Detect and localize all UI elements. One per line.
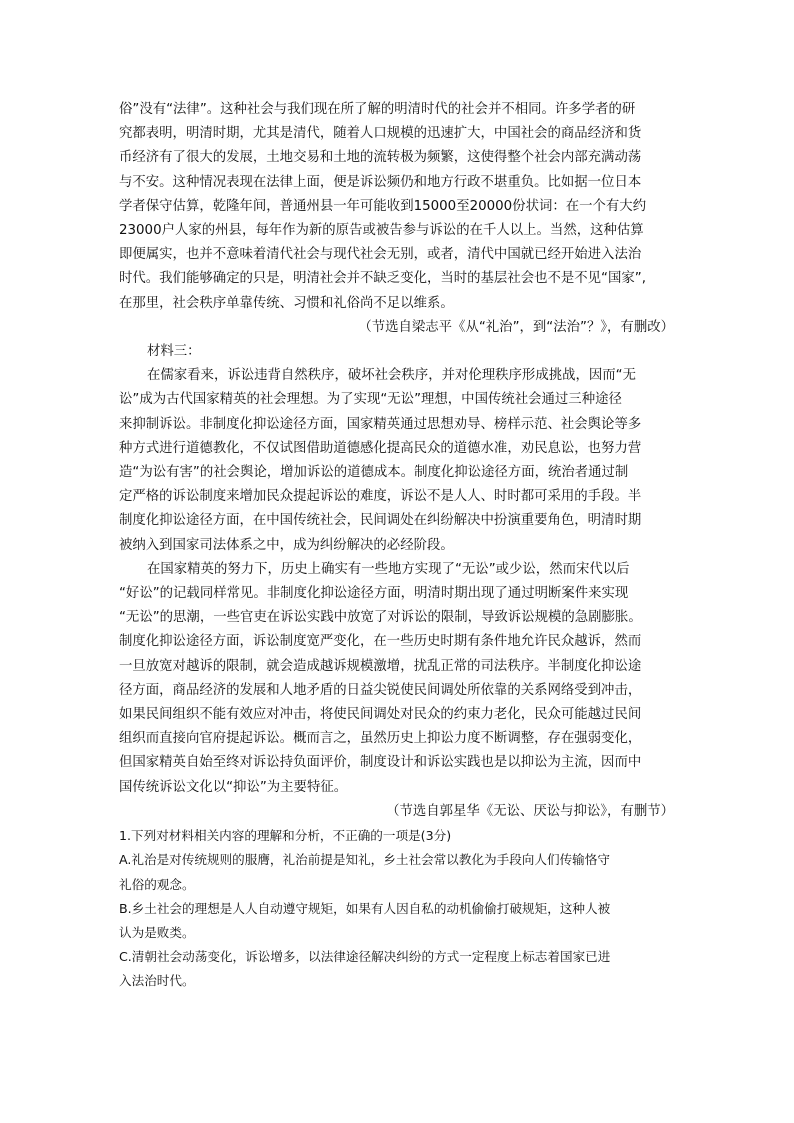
text-line: 定严格的诉讼制度来增加民众提起诉讼的难度，诉讼不是人人、时时都可采用的手段。半 <box>119 489 642 505</box>
text-line: 组织而直接向官府提起诉讼。概而言之，虽然历史上抑讼力度不断调整，存在强弱变化， <box>119 731 642 747</box>
material2-tail <box>119 98 674 340</box>
text-line: 如果民间组织不能有效应对冲击，将使民间调处对民众的约束力老化，民众可能越过民间 <box>119 707 642 723</box>
text-line: 币经济有了很大的发展，土地交易和土地的流转极为频繁，这使得整个社会内部充满动荡 <box>119 150 642 166</box>
text-line: 时代。我们能够确定的只是，明清社会并不缺乏变化，当时的基层社会也不是不见“国家”, <box>119 271 646 287</box>
text-line: 制度化抑讼途径方面，诉讼制度宽严变化，在一些历史时期有条件地允许民众越诉，然而 <box>119 634 642 650</box>
option-b-continuation: 认为是败类。 <box>119 924 195 940</box>
text-line: 一旦放宽对越诉的限制，就会造成越诉规模激增，扰乱正常的司法秩序。半制度化抑讼途 <box>119 658 642 674</box>
text-line: 制度化抑讼途径方面，在中国传统社会，民间调处在纠纷解决中扮演重要角色，明清时期 <box>119 513 642 529</box>
text-line: 23000户人家的州县，每年作为新的原告或被告参与诉讼的在千人以上。当然，这种估算 <box>119 223 644 239</box>
source-citation: （节选自梁志平《从“礼治”，到“法治”？》，有删改） <box>358 319 674 335</box>
text-line: 但国家精英自始至终对诉讼持负面评价，制度设计和诉讼实践也是以抑讼为主流，因而中 <box>119 755 642 771</box>
option-a: A.礼治是对传统规则的服膺，礼治前提是知礼，乡土社会常以教化为手段向人们传输恪守 <box>119 852 610 868</box>
paragraph <box>119 558 674 800</box>
option-b: B.乡土社会的理想是人人自动遵守规矩，如果有人因自私的动机偷偷打破规矩，这种人被 <box>119 900 611 916</box>
text-line: 造“为讼有害”的社会舆论，增加诉讼的道德成本。制度化抑讼途径方面，统治者通过制 <box>119 465 629 481</box>
text-line: 俗”没有“法律”。这种社会与我们现在所了解的明清时代的社会并不相同。许多学者的研 <box>119 102 636 117</box>
text-line: 在儒家看来，诉讼违背自然秩序，破坏社会秩序，并对伦理秩序形成挑战，因而“无 <box>147 368 636 384</box>
text-line: 即便属实，也并不意味着清代社会与现代社会无别，或者，清代中国就已经开始进入法治 <box>119 247 642 263</box>
text-line: 种方式进行道德教化，不仅试图借助道德感化提高民众的道德水准，劝民息讼，也努力营 <box>119 440 642 456</box>
option-a-continuation: 礼俗的观念。 <box>119 876 195 892</box>
text-line: 被纳入到国家司法体系之中，成为纠纷解决的必经阶段。 <box>119 537 454 553</box>
text-line: 究都表明，明清时期，尤其是清代，随着人口规模的迅速扩大，中国社会的商品经济和货 <box>119 126 642 142</box>
option-c: C.清朝社会动荡变化，诉讼增多，以法律途径解决纠纷的方式一定程度上标志着国家已进 <box>119 949 611 965</box>
section-heading: 材料三： <box>147 344 201 360</box>
text-line: 径方面，商品经济的发展和人地矛盾的日益尖锐使民间调处所依靠的关系网络受到冲击， <box>119 682 642 698</box>
paragraph <box>119 364 674 558</box>
text-line: 在那里，社会秩序单靠传统、习惯和礼俗尚不足以维系。 <box>119 295 454 311</box>
text-line: 来抑制诉讼。非制度化抑讼途径方面，国家精英通过思想劝导、榜样示范、社会舆论等多 <box>119 416 642 432</box>
text-line: “好讼”的记载同样常见。非制度化抑讼途径方面，明清时期出现了通过明断案件来实现 <box>119 586 629 602</box>
question-1 <box>119 824 674 993</box>
text-line: 国传统诉讼文化以“抑讼”为主要特征。 <box>119 779 348 795</box>
document-page <box>119 98 674 994</box>
text-line: 学者保守估算，乾隆年间，普通州县一年可能收到15000至20000份状词：在一个有大约 <box>119 198 647 214</box>
text-line: 与不安。这种情况表现在法律上面，便是诉讼频仍和地方行政不堪重负。比如据一位日本 <box>119 174 642 190</box>
text-line: “无讼”的思潮，一些官吏在诉讼实践中放宽了对诉讼的限制，导致诉讼规模的急剧膨胀。 <box>119 610 642 626</box>
question-stem: 1.下列对材料相关内容的理解和分析，不正确的一项是(3分) <box>119 828 452 844</box>
text-line: 在国家精英的努力下，历史上确实有一些地方实现了“无讼”或少讼，然而宋代以后 <box>147 561 630 577</box>
option-c-continuation: 入法治时代。 <box>119 973 195 989</box>
text-line: 讼”成为古代国家精英的社会理想。为了实现“无讼”理想，中国传统社会通过三种途径 <box>119 392 622 408</box>
source-citation: （节选自郭星华《无讼、厌讼与抑讼》，有删节） <box>386 803 674 819</box>
material3 <box>119 340 674 824</box>
